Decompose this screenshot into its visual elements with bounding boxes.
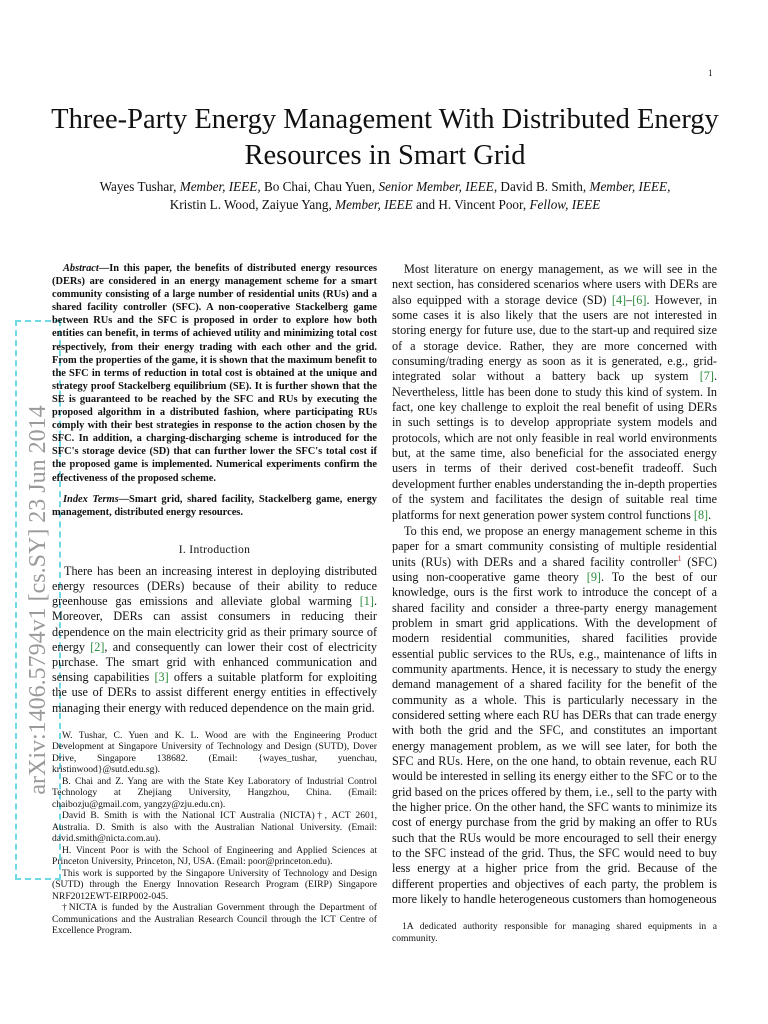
author-text: David B. Smith, <box>497 179 590 194</box>
footnote: This work is supported by the Singapore University of Technology and Design (SUTD) through the Energy Innovation Research Program (EIRP) Singapore NRF2012EWT-EIRP002-045. <box>52 867 377 902</box>
author-affiliation: Fellow, IEEE <box>529 197 601 212</box>
right-column <box>392 262 717 907</box>
text-run: . However, in some cases it is also likely that the users are not interested in storing energy for future use, due to the start-up and required size of a storage device. Rather, they are more concerned with consuming/trading energy as soon as it is generated, e.g., grid-integrated solar without a battery back up system <box>392 292 717 384</box>
section-heading-introduction: I. Introduction <box>178 542 251 556</box>
index-terms-text: —Smart grid, shared facility, Stackelberg game, energy management, distributed energy resources. <box>52 493 377 518</box>
right-footnote <box>392 921 717 944</box>
left-column <box>52 262 377 937</box>
footnote: W. Tushar, C. Yuen and K. L. Wood are with the Engineering Product Development at Singapore University of Technology and Design (SUTD), Dover Drive, Singapore 138682. (Email: {wayes_tushar, yuenchau, kristinwood}@sutd.edu.sg). <box>52 729 377 776</box>
citation-link[interactable]: [2] <box>90 639 105 654</box>
abstract-text: —In this paper, the benefits of distributed energy resources (DERs) are considered in an energy management scheme for a smart community consisting of a large number of residential units (RUs) and a shared facility controller (SFC). A non-cooperative Stackelberg game between RUs and the SFC is proposed in order to explore how both entities can benefit, in terms of achieved utility and minimizing total cost respectively, from their energy trading with each other and the grid. From the properties of the game, it is shown that the maximum benefit to the SFC in terms of reduction in total cost is obtained at the unique and strategy proof Stackelberg equilibrium (SE). It is further shown that the SE is guaranteed to be reached by the SFC and RUs by executing the proposed algorithm in a distributed fashion, where participating RUs comply with their best strategies in response to the action chosen by the SFC. In addition, a charging-discharging scheme is introduced for the SFC's storage device (SD) that can further lower the SFC's total cost if the proposed game is implemented. Numerical experiments confirm the effectiveness of the proposed scheme. <box>52 263 377 484</box>
author-text: Kristin L. Wood, Zaiyue Yang, <box>169 197 336 212</box>
index-terms <box>52 493 377 519</box>
author-text: Bo Chai, Chau Yuen, <box>260 179 379 194</box>
author-list <box>40 178 730 214</box>
abstract <box>52 262 377 485</box>
citation-link[interactable]: [6] <box>632 292 647 307</box>
citation-link[interactable]: [9] <box>586 569 601 584</box>
text-run: – <box>626 292 633 307</box>
index-terms-label: Index Terms <box>63 493 119 505</box>
citation-link[interactable]: [7] <box>699 369 714 384</box>
footnote: †NICTA is funded by the Australian Government through the Department of Communications and the Australian Research Council through the ICT Centre of Excellence Program. <box>52 902 377 937</box>
arxiv-stamp: arXiv:1406.5794v1 [cs.SY] 23 Jun 2014 <box>15 320 61 880</box>
footnote-marker[interactable]: 1 <box>677 553 682 563</box>
author-affiliation: Member, IEEE, <box>179 179 261 194</box>
text-run: . To the best of our knowledge, ours is the first work to introduce the concept of a shared facility and consider a three-party energy management problem in smart grid applications. With the development of modern residential communities, shared facilities provide essential public services to the RUs, e.g., maintenance of lifts in community apartments. Hence, it is necessary to study the energy demand management of a shared facility for the benefit of the community as a whole. This is particularly necessary in the considered setting where each RU has DERs that can trade energy with both the grid and the SFC, and constitutes an important energy management problem, as we will see later, for both the SFC and RUs. Here, on the one hand, to obtain revenue, each RU would be interested in selling its energy either to the SFC or to the grid based on the prices offered by them, i.e., sell to the party with the higher price. On the other hand, the SFC wants to minimize its cost of energy purchase from the grid by making an offer to RUs such that the RUs would be more encouraged to sell their energy to the SFC instead of the grid. Thus, the SFC would need to buy less energy at a higher price from the grid. Because of the different properties and objectives of each party, the problem is more likely to handle heterogeneous customers than homogeneous <box>392 569 717 907</box>
text-run: To this end, we propose an energy management scheme in this paper for a smart community consisting of multiple residential units (RUs) with DERs and a shared facility controller <box>392 523 717 569</box>
text-run: . <box>708 507 712 522</box>
author-affiliation: Member, IEEE, <box>589 179 671 194</box>
author-text: and H. Vincent Poor, <box>412 197 530 212</box>
text-run: . Moreover, DERs can assist consumers in reducing their dependence on the main electricity grid as their primary source of energy <box>52 594 377 654</box>
author-affiliation: Member, IEEE <box>335 197 413 212</box>
body-paragraph <box>392 262 717 523</box>
citation-link[interactable]: [8] <box>693 507 709 522</box>
author-affiliation: Senior Member, IEEE, <box>378 179 498 194</box>
text-run: There has been an increasing interest in deploying distributed energy resources (DERs) because of their ability to reduce greenhouse gas emissions and alleviate global warming <box>52 563 377 609</box>
intro-paragraph <box>52 564 377 716</box>
footnote: 1A dedicated authority responsible for managing shared equipments in a community. <box>392 921 717 944</box>
text-run: . Nevertheless, little has been done to study this kind of system. In fact, one key challenge to exploit the real benefit of using DERs in such settings is to develop appropriate system models and protocols, which are not only feasible in real world environments but, at the same time, also beneficial for the associated energy users in terms of their derived cost-benefit tradeoff. Such development further enables understanding the in-depth properties of the system and facilitates the design of suitable real time platforms for next generation power system control functions <box>392 369 717 522</box>
text-run: Most literature on energy management, as we will see in the next section, has considered scenarios where users with DERs are also equipped with a storage device (SD) <box>392 262 717 307</box>
citation-link[interactable]: [4] <box>611 292 627 307</box>
text-run: offers a suitable platform for exploiting the use of DERs to assist different energy entities in effectively managing their energy with reduced dependence on the main grid. <box>52 670 378 715</box>
author-text: Wayes Tushar, <box>99 179 180 194</box>
abstract-label: Abstract <box>63 263 99 274</box>
affiliation-footnotes <box>52 730 377 937</box>
footnote: David B. Smith is with the National ICT Australia (NICTA)†, ACT 2601, Australia. D. Smith is also with the Australian National University. (Email: david.smith@nicta.com.au). <box>52 810 377 845</box>
page-number: 1 <box>708 68 713 78</box>
citation-link[interactable]: [3] <box>154 670 169 685</box>
text-run: (SFC) using non-cooperative game theory <box>392 554 717 584</box>
footnote: H. Vincent Poor is with the School of Engineering and Applied Sciences at Princeton University, Princeton, NJ, USA. (Email: poor@princeton.edu). <box>52 844 377 868</box>
text-run: , and consequently can lower their cost of electricity purchase. The smart grid with enhanced communication and sensing capabilities <box>52 639 377 685</box>
body-paragraph <box>392 524 717 908</box>
paper-title: Three-Party Energy Management With Distributed Energy Resources in Smart Grid <box>51 104 719 171</box>
footnote: B. Chai and Z. Yang are with the State Key Laboratory of Industrial Control Technology at Zhejiang University, Hangzhou, China. (Email: chaibozju@gmail.com, yangzy@zju.edu.cn). <box>52 775 377 810</box>
citation-link[interactable]: [1] <box>359 594 374 609</box>
